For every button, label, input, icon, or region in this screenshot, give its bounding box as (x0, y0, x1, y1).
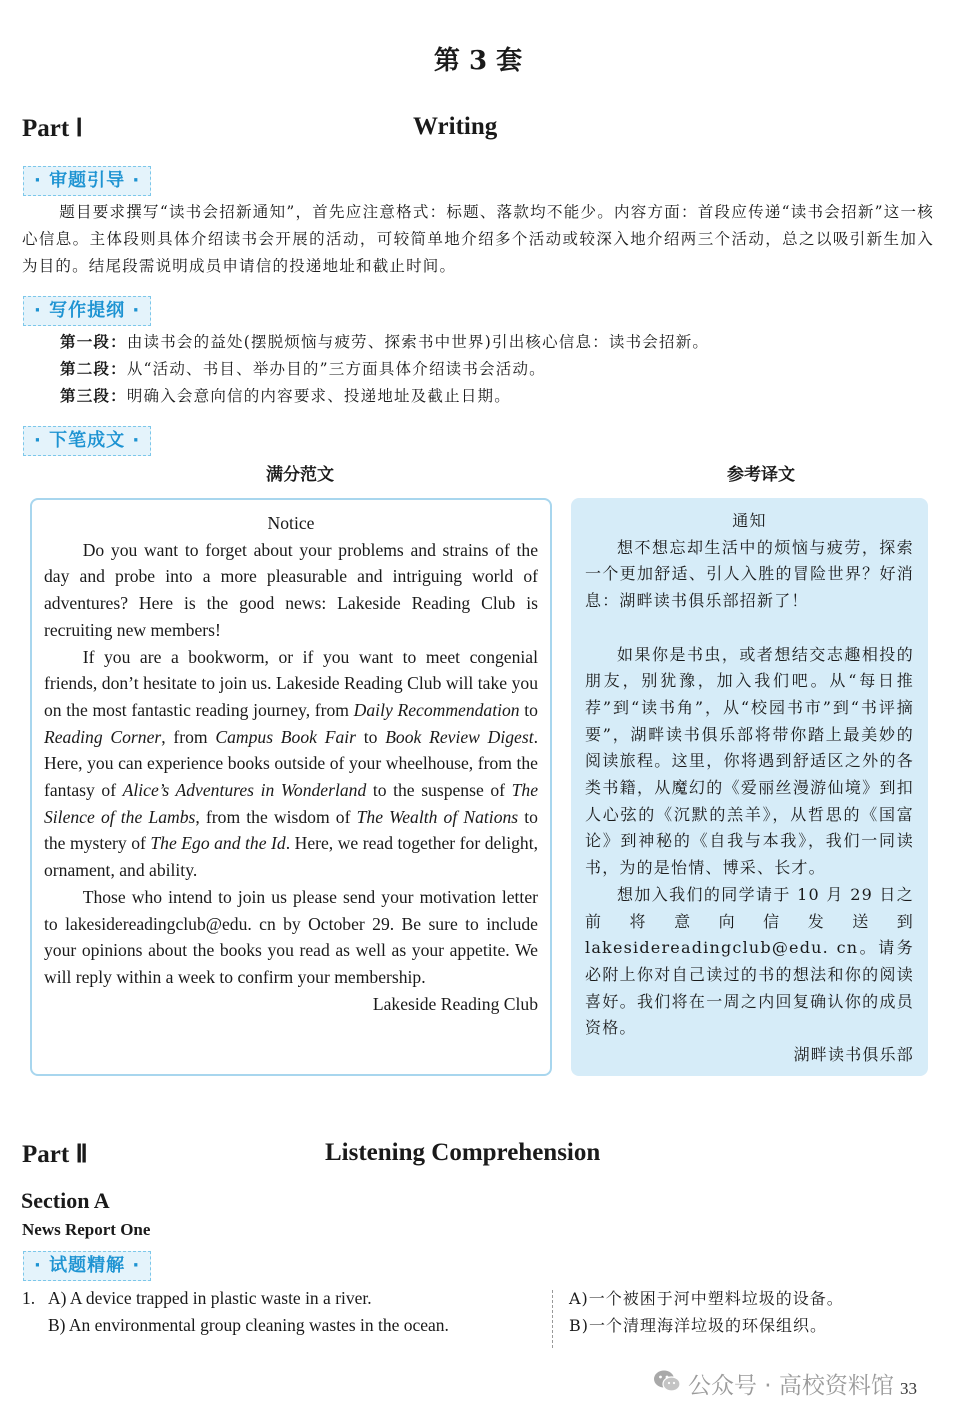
set-title: 第 3 套 (433, 46, 523, 76)
tag-analysis: · 试题精解 · (23, 1251, 151, 1281)
tag-outline: · 写作提纲 · (23, 296, 151, 326)
translation-spacer (585, 615, 914, 642)
part1-label: Part Ⅰ (22, 115, 83, 142)
translation-paragraph-2: 如果你是书虫，或者想结交志趣相投的朋友，别犹豫，加入我们吧。从“每日推荐”到“读书角”，从“校园书市”到“书评摘要”，湖畔读书俱乐部将带你踏上最美妙的阅读旅程。这里，你将遇到舒适区之外的各类书籍，从魔幻的《爱丽丝漫游仙境》到扣人心弦的《沉默的羔羊》，从哲思的《国富论》到神秘的《自我与本我》，我们一同读书，为的是怡情、博采、长才。 (585, 644, 914, 878)
tag-guide: · 审题引导 · (23, 166, 151, 196)
news-report-heading: News Report One (22, 1220, 151, 1239)
watermark-text: 公众号 · 高校资料馆 (688, 1373, 894, 1399)
translation-paragraph-1: 想不想忘却生活中的烦恼与疲劳，探索一个更加舒适、引人入胜的冒险世界？好消息：湖畔读书俱乐部招新了！ (585, 537, 914, 611)
outline-list (60, 329, 930, 410)
column-divider (552, 1290, 553, 1348)
model-essay-box (30, 498, 552, 1076)
wechat-icon (652, 1366, 682, 1396)
part1-title: Writing (413, 113, 498, 140)
guide-text: 题目要求撰写“读书会招新通知”，首先应注意格式：标题、落款均不能少。内容方面：首段应传递“读书会招新”这一核心信息。主体段则具体介绍读书会开展的活动，可较简单地介绍多个活动或较深入地介绍两三个活动，总之以吸引新生加入为目的。结尾段需说明成员申请信的投递地址和截止时间。 (22, 203, 934, 275)
option-a-zh: A)一个被困于河中塑料垃圾的设备。 (569, 1289, 844, 1308)
guide-paragraph (22, 199, 934, 280)
translation-paragraph-3: 想加入我们的同学请于 10 月 29 日之前将意向信发送到 lakesidereadingclub@edu. cn。请务必附上你对自己读过的书的想法和你的阅读喜好。我们将在一周之内回复确认你的成员资格。 (585, 884, 914, 1038)
essay-title: Notice (267, 513, 315, 533)
option-a-en: A) A device trapped in plastic waste in a river. (48, 1288, 372, 1308)
translation-heading: 参考译文 (727, 465, 795, 485)
essay-paragraph-3: Those who intend to join us please send your motivation letter to lakesidereadingclub@edu. cn by October 29. Be sure to include your opinions about the books you read as well as your appetite. We will reply within a week to confirm your membership. (44, 886, 538, 987)
essay-signature: Lakeside Reading Club (372, 993, 538, 1014)
section-heading: Section A (21, 1188, 110, 1213)
question-number: 1. (22, 1288, 36, 1308)
translation-title: 通知 (732, 511, 767, 530)
outline-item-3: 第三段：明确入会意向信的内容要求、投递地址及截止日期。 (60, 387, 511, 405)
part2-label: Part Ⅱ (22, 1141, 88, 1168)
page-number: 33 (900, 1379, 917, 1398)
outline-item-1: 第一段：由读书会的益处(摆脱烦恼与疲劳、探索书中世界)引出核心信息：读书会招新。 (60, 333, 710, 351)
outline-item-2: 第二段：从“活动、书目、举办目的”三方面具体介绍读书会活动。 (60, 360, 546, 378)
translation-signature: 湖畔读书俱乐部 (793, 1045, 914, 1065)
model-essay-heading: 满分范文 (266, 465, 334, 485)
option-b-en: B) An environmental group cleaning wastes in the ocean. (48, 1315, 449, 1335)
essay-paragraph-1: Do you want to forget about your problems and strains of the day and probe into a more pleasurable and intriguing world of adventures? Here is the good news: Lakeside Reading Club is recruiting new members! (44, 539, 538, 640)
essay-paragraph-2: If you are a bookworm, or if you want to meet congenial friends, don’t hesitate to join us. Lakeside Reading Club will take you on the most fantastic reading journey, from Daily Recommendation to Reading Corner, from Campus Book Fair to Book Review Digest. Here, you can experience books outside of your wheelhouse, from the fantasy of Alice’s Adventures in Wonderland to the suspense of The Silence of the Lambs, from the wisdom of The Wealth of Nations to the mystery of The Ego and the Id. Here, we read together for delight, ornament, and ability. (44, 646, 538, 881)
option-b-zh: B)一个清理海洋垃圾的环保组织。 (569, 1316, 828, 1335)
tag-compose: · 下笔成文 · (23, 426, 151, 456)
part2-title: Listening Comprehension (325, 1139, 601, 1166)
translation-box (571, 498, 928, 1076)
